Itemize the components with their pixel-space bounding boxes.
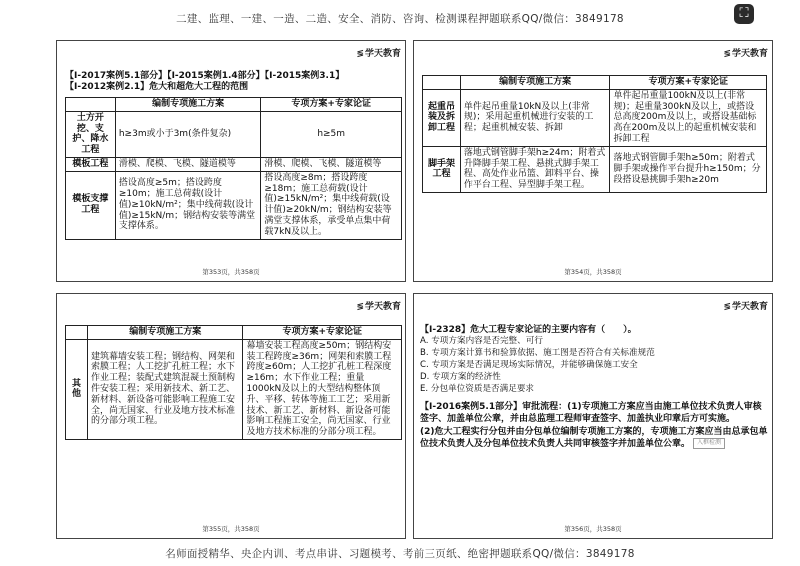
table-header	[423, 76, 767, 90]
logo-icon: ≶	[723, 49, 731, 59]
cell: 单件起吊重量10kN及以上(非常规)；采用起重机械进行安装的工程；起重机械安装、拆卸	[460, 89, 610, 146]
option-b: B. 专项方案计算书和验算依据、施工图是否符合有关标准规范	[420, 348, 655, 359]
cell: 搭设高度≥5m；搭设跨度≥10m；施工总荷载(设计值)≥10kN/m²；集中线荷载(设计值)≥15kN/m；钢结构安装等满堂支撑体系。	[115, 171, 261, 239]
table-row	[66, 339, 402, 439]
top-banner: 二建、监理、一建、一造、二造、安全、消防、咨询、检测课程押题联系QQ/微信：3849178	[176, 13, 624, 25]
table-header	[66, 326, 402, 340]
page-number: 第355页，共358页	[202, 525, 260, 533]
col-header: 编制专项施工方案	[460, 76, 610, 90]
row-category: 土方开挖、支护、降水工程	[66, 111, 116, 157]
page-heading	[65, 71, 344, 94]
option-a: A. 专项方案内容是否完整、可行	[420, 336, 543, 347]
bottom-banner: 名师面授精华、央企内训、考点串讲、习题模考、考前三页纸、绝密押题联系QQ/微信：3849178	[165, 548, 635, 560]
logo-icon: ≶	[723, 302, 731, 312]
question-block	[420, 324, 770, 450]
cell: h≥3m或小于3m(条件复杂)	[115, 111, 261, 157]
row-category: 脚手架工程	[423, 146, 461, 192]
row-category: 起重吊装及拆卸工程	[423, 89, 461, 146]
brand-logo: ≶学天教育	[723, 302, 768, 312]
brand-logo: ≶学天教育	[723, 49, 768, 59]
page-355	[56, 293, 406, 539]
row-category: 其他	[66, 339, 88, 439]
scope-table	[65, 97, 402, 240]
col-header: 专项方案+专家论证	[261, 98, 402, 112]
page-354	[413, 40, 773, 282]
scope-table	[422, 75, 767, 193]
logo-icon: ≶	[356, 302, 364, 312]
brand-logo: ≶学天教育	[356, 302, 401, 312]
table-header	[66, 98, 402, 112]
cell: 单件起吊重量100kN及以上(非常规)；起重量300kN及以上，或搭设总高度200m及以上，或搭设基础标高在200m及以上的起重机械安装和拆卸工程	[610, 89, 767, 146]
answer-paragraph: (2)危大工程实行分包并由分包单位编制专项施工方案的，专项施工方案应当由总承包单位技术负责人及分包单位技术负责人共同审核签字并加盖单位公章。 入框检测	[420, 426, 768, 449]
table-row	[423, 89, 767, 146]
cell: 落地式钢管脚手架h≥50m；附着式脚手架或操作平台提升h≥150m；分段搭设悬挑脚手架h≥20m	[610, 146, 767, 192]
cell: 搭设高度≥8m；搭设跨度≥18m；施工总荷载(设计值)≥15kN/m²；集中线荷载(设计值)≥20kN/m；钢结构安装等满堂支撑体系，承受单点集中荷载7kN及以上。	[261, 171, 402, 239]
page-number: 第353页，共358页	[202, 268, 260, 276]
scan-icon[interactable]: ⛶	[734, 4, 754, 24]
cell: 幕墙安装工程高度≥50m；钢结构安装工程跨度≥36m；网架和索膜工程跨度≥60m；人工挖扩孔桩工程深度≥16m；水下作业工程；重量1000kN及以上的大型结构整体顶升、平移、转体等施工工艺；采用新技术、新工艺、新材料、新设备可能影响工程施工安全，尚无国家、行业及地方技术标准的分部分项工程。	[243, 339, 402, 439]
page-353	[56, 40, 406, 282]
blank-header	[66, 98, 116, 112]
logo-icon: ≶	[356, 49, 364, 59]
col-header: 编制专项施工方案	[87, 326, 242, 340]
page-number: 第354页，共358页	[564, 268, 622, 276]
table-row	[66, 157, 402, 171]
blank-header	[423, 76, 461, 90]
page-number: 第356页，共358页	[564, 525, 622, 533]
stamp-mark: 入框检测	[693, 438, 725, 448]
col-header: 编制专项施工方案	[115, 98, 261, 112]
brand-logo: ≶学天教育	[356, 49, 401, 59]
cell: 建筑幕墙安装工程；钢结构、网架和索膜工程；人工挖扩孔桩工程；水下作业工程；装配式建筑混凝土预制构件安装工程；采用新技术、新工艺、新材料、新设备可能影响工程施工安全，尚无国家、行业及地方技术标准的分部分项工程。	[87, 339, 242, 439]
row-category: 模板支撑工程	[66, 171, 116, 239]
blank-header	[66, 326, 88, 340]
table-row	[66, 111, 402, 157]
answer-paragraph: 【Ⅰ-2016案例5.1部分】审批流程：(1)专项施工方案应当由施工单位技术负责人审核签字、加盖单位公章，并由总监理工程师审查签字、加盖执业印章后方可实施。	[420, 401, 762, 425]
option-d: D. 专项方案的经济性	[420, 371, 501, 382]
cell: 滑模、爬模、飞模、隧道模等	[261, 157, 402, 171]
option-c: C. 专项方案是否满足现场实际情况，并能够确保施工安全	[420, 360, 638, 371]
table-row	[423, 146, 767, 192]
page-356	[413, 293, 773, 539]
row-category: 模板工程	[66, 157, 116, 171]
option-e: E. 分包单位资质是否满足要求	[420, 383, 535, 394]
question-title: 【Ⅰ-2328】危大工程专家论证的主要内容有（ ）。	[420, 325, 637, 335]
col-header: 专项方案+专家论证	[243, 326, 402, 340]
cell: 滑模、爬模、飞模、隧道模等	[115, 157, 261, 171]
col-header: 专项方案+专家论证	[610, 76, 767, 90]
cell: 落地式钢管脚手架h≥24m；附着式升降脚手架工程、悬挑式脚手架工程、高处作业吊篮、卸料平台、操作平台工程、异型脚手架工程。	[460, 146, 610, 192]
heading-line-1: 【Ⅰ-2017案例5.1部分】【Ⅰ-2015案例1.4部分】【Ⅰ-2015案例3.1】	[65, 71, 345, 81]
cell: h≥5m	[261, 111, 402, 157]
table-row	[66, 171, 402, 239]
heading-line-2: 【Ⅰ-2012案例2.1】危大和超危大工程的范围	[65, 82, 249, 93]
scope-table	[65, 325, 402, 440]
